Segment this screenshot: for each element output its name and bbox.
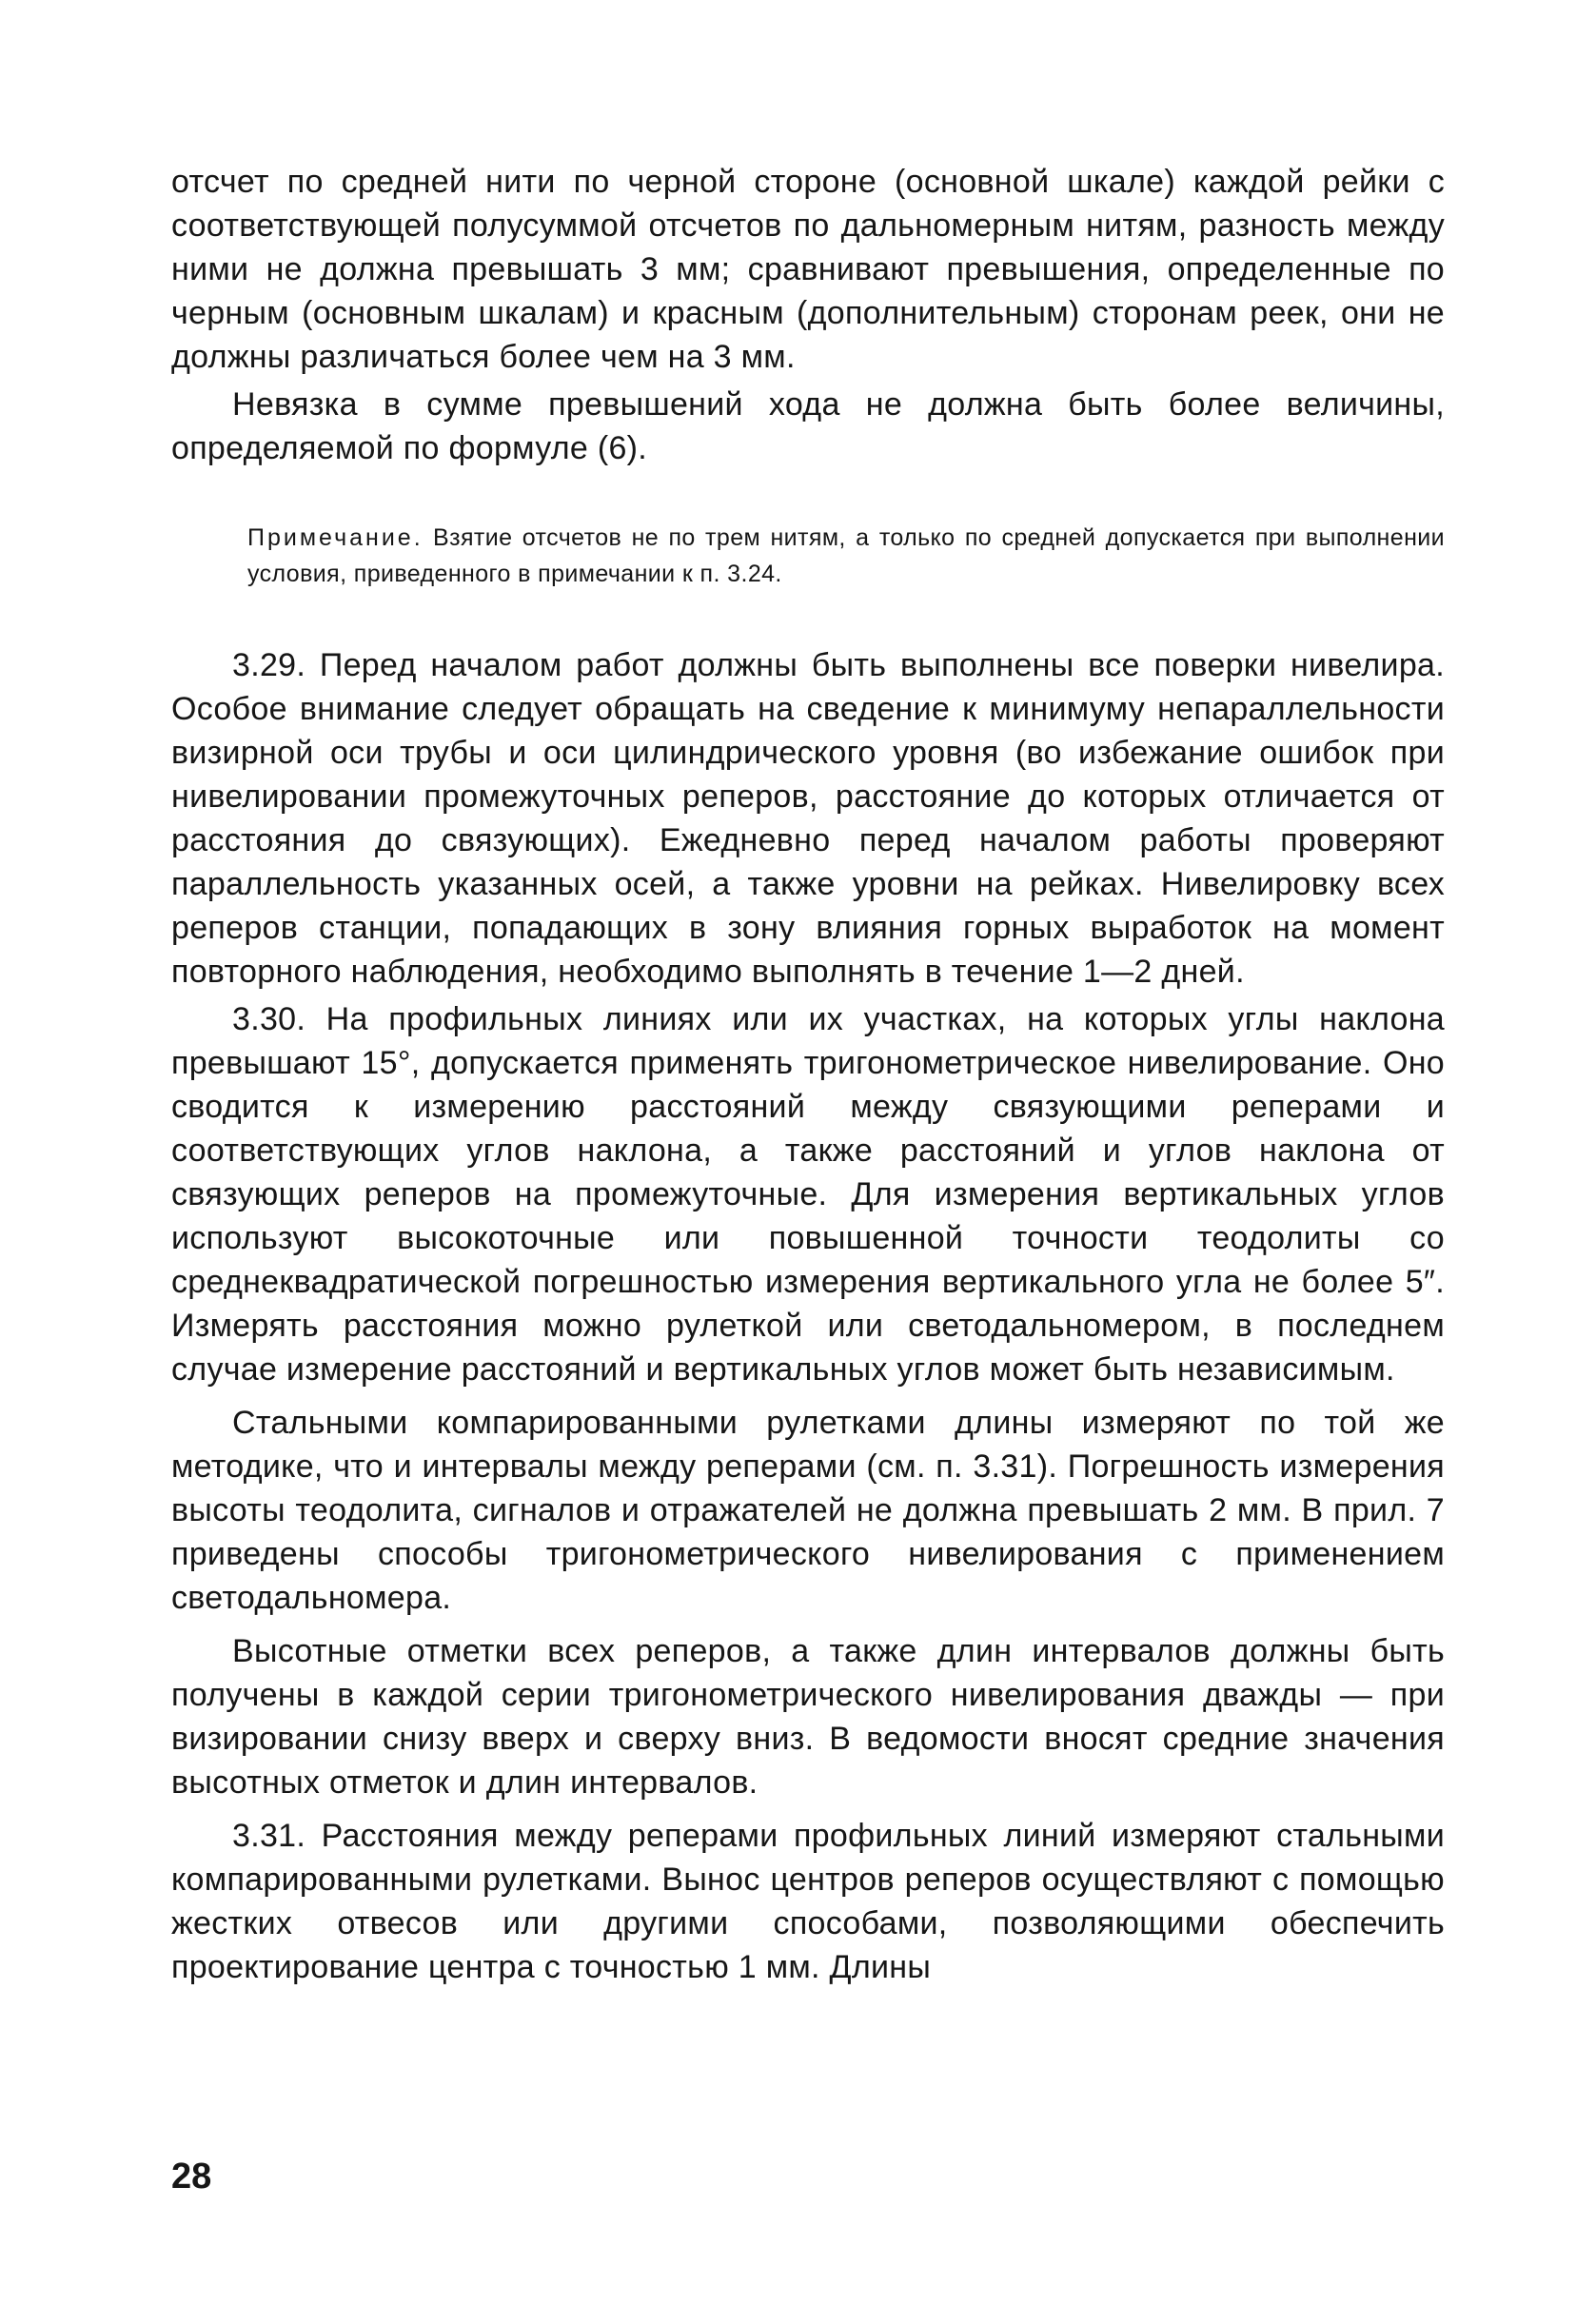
note-label: Примечание. [247, 524, 424, 551]
section-3-31: 3.31. Расстояния между реперами профильных линий измеряют стальными компарированными рулетками. Вынос центров реперов осуществляют с помощью жестких отвесов или другими способами, позволяющими обеспечить проектирование центра с точностью 1 мм. Длины [171, 1818, 1445, 1985]
page-number: 28 [171, 2157, 212, 2197]
section-3-30: 3.30. На профильных линиях или их участках, на которых углы наклона превышают 15°, допускается применять тригонометрическое нивелирование. Оно сводится к измерению расстояний между связующими реперами и соответствующих углов наклона, а также расстояний и углов наклона от связующих реперов на промежуточные. Для измерения вертикальных углов используют высокоточные или повышенной точности теодолиты со среднеквадратической погрешностью измерения вертикального угла не более 5″. Измерять расстояния можно рулеткой или светодальномером, в последнем случае измерение расстояний и вертикальных углов может быть независимым. [171, 1001, 1445, 1388]
paragraph-continuation: отсчет по средней нити по черной стороне (основной шкале) каждой рейки с соответствующей полусуммой отсчетов по дальномерным нитям, разность между ними не должна превышать 3 мм; сравнивают превышения, определенные по черным (основным шкалам) и красным (дополнительным) сторонам реек, они не должны различаться более чем на 3 мм. [171, 164, 1445, 375]
note-text: Взятие отсчетов не по трем нитям, а только по средней допускается при выполнении условия, приведенного в примечании к п. 3.24. [247, 524, 1445, 587]
paragraph-steel-tapes: Стальными компарированными рулетками длины измеряют по той же методике, что и интервалы между реперами (см. п. 3.31). Погрешность измерения высоты теодолита, сигналов и отражателей не должна превышать 2 мм. В прил. 7 приведены способы тригонометрического нивелирования с применением светодальномера. [171, 1405, 1445, 1616]
paragraph-height-marks: Высотные отметки всех реперов, а также длин интервалов должны быть получены в каждой серии тригонометрического нивелирования дважды — при визировании снизу вверх и сверху вниз. В ведомости вносят средние значения высотных отметок и длин интервалов. [171, 1633, 1445, 1801]
document-page [171, 160, 1445, 1989]
section-3-29: 3.29. Перед началом работ должны быть выполнены все поверки нивелира. Особое внимание следует обращать на сведение к минимуму непараллельности визирной оси трубы и оси цилиндрического уровня (во избежание ошибок при нивелировании промежуточных реперов, расстояние до которых отличается от расстояния до связующих). Ежедневно перед началом работы проверяют параллельность указанных осей, а также уровни на рейках. Нивелировку всех реперов станции, попадающих в зону влияния горных выработок на момент повторного наблюдения, необходимо выполнять в течение 1—2 дней. [171, 647, 1445, 990]
paragraph-misclosure: Невязка в сумме превышений хода не должна быть более величины, определяемой по формуле (6). [171, 386, 1445, 466]
note-block [247, 520, 1445, 592]
